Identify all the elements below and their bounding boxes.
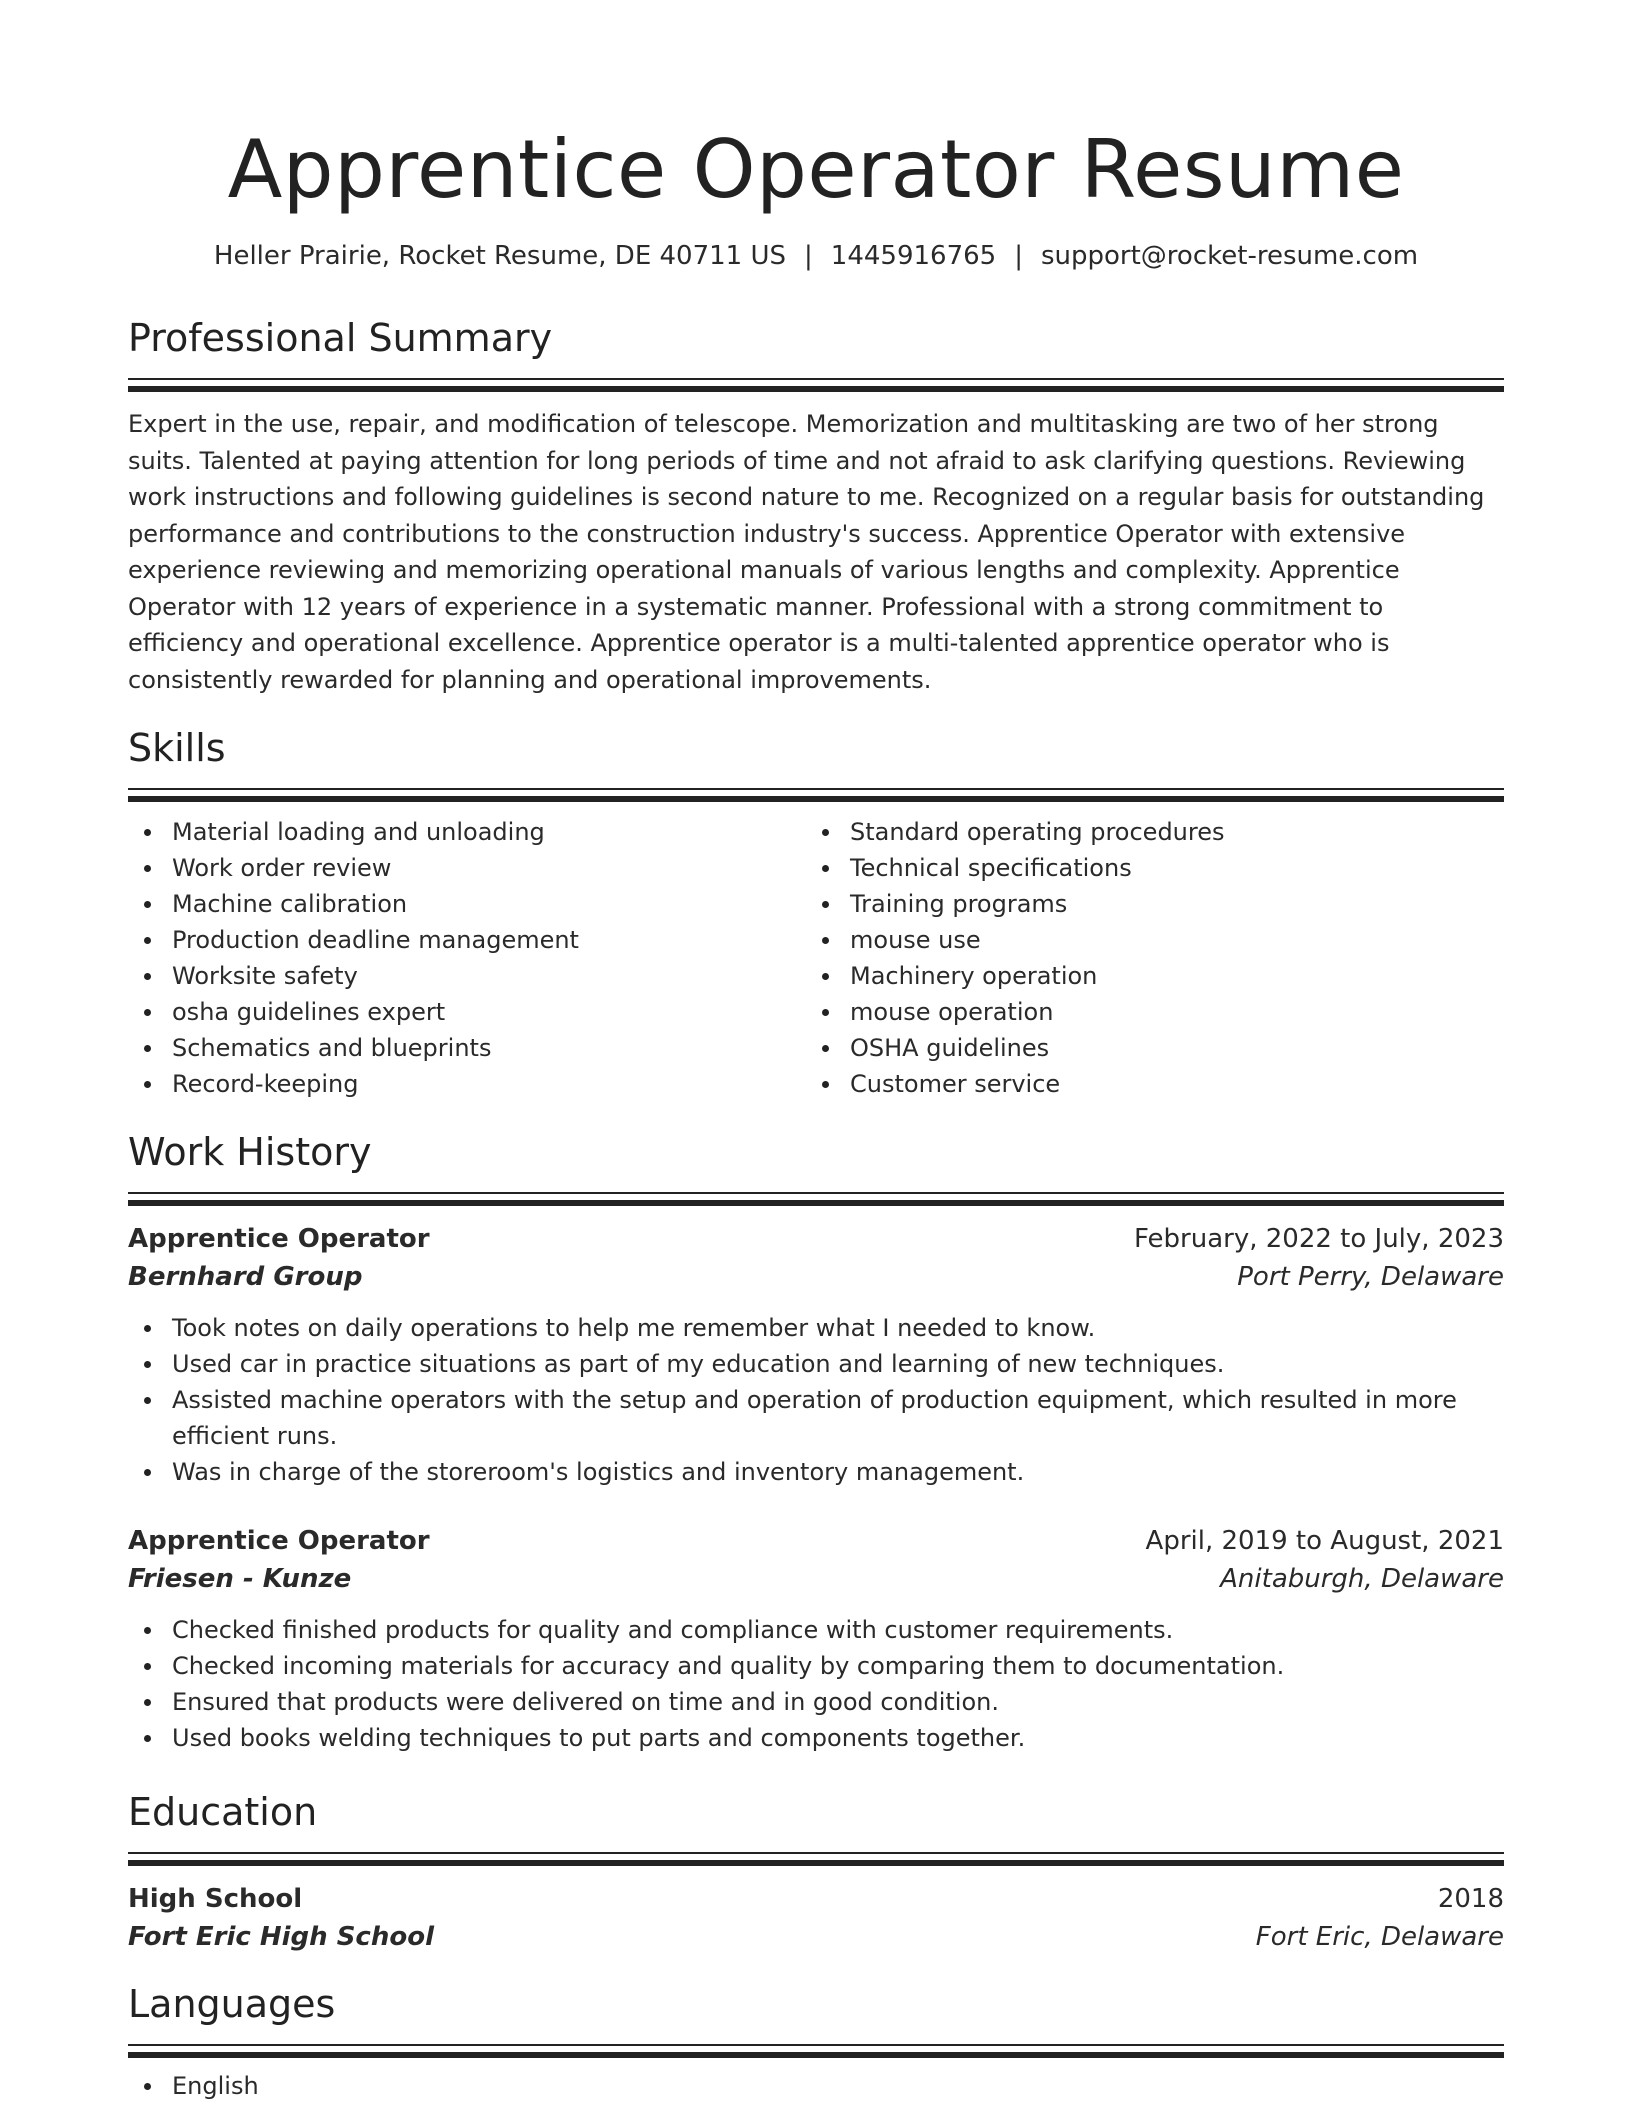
job-bullet: Checked finished products for quality and compliance with customer requirements. bbox=[128, 1612, 1504, 1648]
skill-item: Training programs bbox=[806, 886, 1484, 922]
skills-right-column bbox=[806, 814, 1484, 1102]
job-company: Bernhard Group bbox=[128, 1262, 363, 1292]
job-bullets bbox=[128, 1612, 1504, 1756]
education-entry bbox=[128, 1880, 1504, 1956]
job-entry bbox=[128, 1522, 1504, 1756]
work-history-heading: Work History bbox=[128, 1130, 372, 1174]
summary-heading: Professional Summary bbox=[128, 316, 553, 360]
job-bullet: Used books welding techniques to put parts and components together. bbox=[128, 1720, 1504, 1756]
job-header-row bbox=[128, 1522, 1504, 1560]
summary-text: Expert in the use, repair, and modification of telescope. Memorization and multitasking are two of her strong suits. Talented at paying attention for long periods of time and not afraid to ask clarifying questions. Reviewing work instructions and following guidelines is second nature to me. Recognized on a regular basis for outstanding performance and contributions to the construction industry's success. Apprentice Operator with extensive experience reviewing and memorizing operational manuals of various lengths and complexity. Apprentice Operator with 12 years of experience in a systematic manner. Professional with a strong commitment to efficiency and operational excellence. Apprentice operator is a multi-talented apprentice operator who is consistently rewarded for planning and operational improvements. bbox=[128, 410, 1485, 694]
job-bullet: Ensured that products were delivered on time and in good condition. bbox=[128, 1684, 1504, 1720]
education-location: Fort Eric, Delaware bbox=[1255, 1922, 1504, 1952]
contact-separator: | bbox=[1014, 241, 1023, 271]
skills-left-column bbox=[128, 814, 806, 1102]
skill-item: Standard operating procedures bbox=[806, 814, 1484, 850]
languages-section bbox=[128, 1978, 1504, 2104]
job-title: Apprentice Operator bbox=[128, 1526, 430, 1556]
skills-heading: Skills bbox=[128, 726, 226, 770]
job-bullet: Checked incoming materials for accuracy and quality by comparing them to documentation. bbox=[128, 1648, 1504, 1684]
education-section bbox=[128, 1786, 1504, 1956]
section-divider bbox=[128, 378, 1504, 394]
job-bullets bbox=[128, 1310, 1504, 1490]
skills-columns bbox=[128, 814, 1504, 1102]
job-bullet: Assisted machine operators with the setup and operation of production equipment, which resulted in more efficient runs. bbox=[128, 1382, 1504, 1454]
job-bullet: Was in charge of the storeroom's logistics and inventory management. bbox=[128, 1454, 1504, 1490]
job-dates: February, 2022 to July, 2023 bbox=[1134, 1224, 1504, 1254]
section-divider bbox=[128, 1852, 1504, 1868]
section-divider bbox=[128, 2044, 1504, 2060]
job-bullet: Used car in practice situations as part of my education and learning of new techniques. bbox=[128, 1346, 1504, 1382]
contact-address: Heller Prairie, Rocket Resume, DE 40711 US bbox=[213, 241, 787, 271]
section-divider bbox=[128, 1192, 1504, 1208]
job-location: Anitaburgh, Delaware bbox=[1220, 1564, 1504, 1594]
contact-email: support@rocket-resume.com bbox=[1040, 241, 1419, 271]
job-company: Friesen - Kunze bbox=[128, 1564, 352, 1594]
education-degree: High School bbox=[128, 1884, 303, 1914]
education-heading: Education bbox=[128, 1790, 318, 1834]
skill-item: Worksite safety bbox=[128, 958, 806, 994]
job-bullet: Took notes on daily operations to help me remember what I needed to know. bbox=[128, 1310, 1504, 1346]
job-company-row bbox=[128, 1258, 1504, 1296]
skill-item: Schematics and blueprints bbox=[128, 1030, 806, 1066]
education-school: Fort Eric High School bbox=[128, 1922, 434, 1952]
language-item: English bbox=[128, 2068, 1504, 2104]
skill-item: Customer service bbox=[806, 1066, 1484, 1102]
skill-item: Machine calibration bbox=[128, 886, 806, 922]
education-header-row bbox=[128, 1880, 1504, 1918]
job-dates: April, 2019 to August, 2021 bbox=[1145, 1526, 1504, 1556]
skill-item: Machinery operation bbox=[806, 958, 1484, 994]
job-location: Port Perry, Delaware bbox=[1237, 1262, 1504, 1292]
skill-item: Material loading and unloading bbox=[128, 814, 806, 850]
languages-heading: Languages bbox=[128, 1982, 336, 2026]
skill-item: OSHA guidelines bbox=[806, 1030, 1484, 1066]
summary-section bbox=[128, 312, 1504, 698]
job-company-row bbox=[128, 1560, 1504, 1598]
skill-item: mouse use bbox=[806, 922, 1484, 958]
job-entry bbox=[128, 1220, 1504, 1490]
work-history-section bbox=[128, 1126, 1504, 1756]
education-school-row bbox=[128, 1918, 1504, 1956]
job-header-row bbox=[128, 1220, 1504, 1258]
resume-title: Apprentice Operator Resume bbox=[227, 123, 1405, 216]
section-divider bbox=[128, 788, 1504, 804]
skill-item: Record-keeping bbox=[128, 1066, 806, 1102]
job-title: Apprentice Operator bbox=[128, 1224, 430, 1254]
education-year: 2018 bbox=[1437, 1884, 1504, 1914]
contact-phone: 1445916765 bbox=[830, 241, 997, 271]
skills-section bbox=[128, 722, 1504, 1102]
skill-item: osha guidelines expert bbox=[128, 994, 806, 1030]
skill-item: Technical specifications bbox=[806, 850, 1484, 886]
languages-list bbox=[128, 2068, 1504, 2104]
skill-item: Work order review bbox=[128, 850, 806, 886]
skill-item: mouse operation bbox=[806, 994, 1484, 1030]
contact-line bbox=[128, 236, 1504, 276]
contact-separator: | bbox=[804, 241, 813, 271]
skill-item: Production deadline management bbox=[128, 922, 806, 958]
